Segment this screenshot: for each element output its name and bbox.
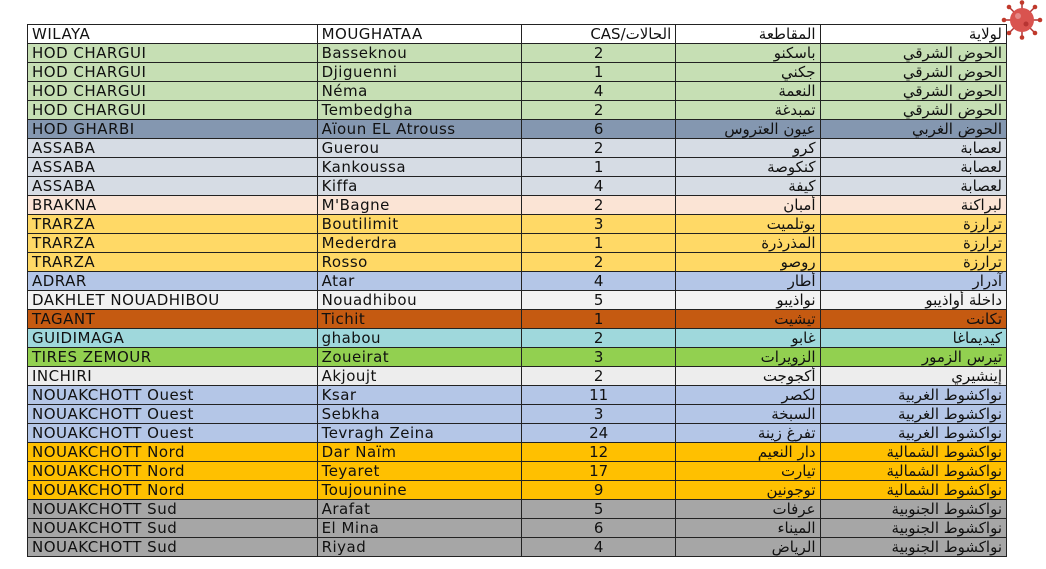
- cell-moughataa-ar: جكني: [676, 63, 820, 82]
- table-row: [28, 348, 1007, 367]
- cell-wilaya: NOUAKCHOTT Ouest: [28, 405, 318, 424]
- cell-wilaya: TAGANT: [28, 310, 318, 329]
- cell-cas: 5: [521, 500, 675, 519]
- cell-cas: 1: [521, 63, 675, 82]
- cell-moughataa-ar: دار النعيم: [676, 443, 820, 462]
- table-row: [28, 234, 1007, 253]
- table-row: [28, 386, 1007, 405]
- cell-moughataa: Atar: [317, 272, 521, 291]
- cell-cas: 1: [521, 234, 675, 253]
- cell-cas: 3: [521, 215, 675, 234]
- cell-moughataa-ar: تيارت: [676, 462, 820, 481]
- cell-moughataa: El Mina: [317, 519, 521, 538]
- header-wilaya-ar: لولاية: [820, 25, 1006, 44]
- cell-moughataa: Arafat: [317, 500, 521, 519]
- cell-cas: 2: [521, 44, 675, 63]
- cell-wilaya-ar: نواكشوط الغربية: [820, 424, 1006, 443]
- cell-wilaya-ar: الحوض الغربي: [820, 120, 1006, 139]
- cell-cas: 4: [521, 272, 675, 291]
- cell-moughataa-ar: تمبدغة: [676, 101, 820, 120]
- table-row: [28, 63, 1007, 82]
- table-row: [28, 291, 1007, 310]
- cell-wilaya-ar: داخلة أواذيبو: [820, 291, 1006, 310]
- cell-moughataa-ar: روصو: [676, 253, 820, 272]
- cell-moughataa: Zoueirat: [317, 348, 521, 367]
- cell-wilaya-ar: نواكشوط الشمالية: [820, 462, 1006, 481]
- table-row: [28, 424, 1007, 443]
- table-row: [28, 196, 1007, 215]
- cell-moughataa: ghabou: [317, 329, 521, 348]
- cell-wilaya-ar: نواكشوط الغربية: [820, 386, 1006, 405]
- table-row: [28, 500, 1007, 519]
- table-header-row: [28, 25, 1007, 44]
- cell-wilaya-ar: الحوض الشرقي: [820, 44, 1006, 63]
- cell-moughataa-ar: لكصر: [676, 386, 820, 405]
- cell-wilaya-ar: لعصابة: [820, 177, 1006, 196]
- cell-cas: 24: [521, 424, 675, 443]
- cell-wilaya-ar: آدرار: [820, 272, 1006, 291]
- cell-cas: 17: [521, 462, 675, 481]
- cell-moughataa-ar: تيشيت: [676, 310, 820, 329]
- cell-cas: 2: [521, 196, 675, 215]
- cell-moughataa: Teyaret: [317, 462, 521, 481]
- cell-wilaya-ar: نواكشوط الجنوبية: [820, 519, 1006, 538]
- cell-wilaya-ar: إينشيري: [820, 367, 1006, 386]
- cell-moughataa-ar: بوتلميت: [676, 215, 820, 234]
- cell-moughataa-ar: أمبان: [676, 196, 820, 215]
- cell-cas: 2: [521, 367, 675, 386]
- table-row: [28, 329, 1007, 348]
- cell-wilaya: HOD GHARBI: [28, 120, 318, 139]
- table-row: [28, 120, 1007, 139]
- table-row: [28, 253, 1007, 272]
- cell-moughataa: Basseknou: [317, 44, 521, 63]
- cell-wilaya-ar: الحوض الشرقي: [820, 63, 1006, 82]
- cell-wilaya-ar: الحوض الشرقي: [820, 101, 1006, 120]
- cell-moughataa-ar: كنكوصة: [676, 158, 820, 177]
- cell-cas: 3: [521, 405, 675, 424]
- cell-cas: 5: [521, 291, 675, 310]
- cell-moughataa-ar: النعمة: [676, 82, 820, 101]
- cell-moughataa-ar: تفرغ زينة: [676, 424, 820, 443]
- cell-wilaya: ADRAR: [28, 272, 318, 291]
- cell-moughataa-ar: عيون العتروس: [676, 120, 820, 139]
- cell-moughataa: Boutilimit: [317, 215, 521, 234]
- cell-wilaya: HOD CHARGUI: [28, 82, 318, 101]
- cell-wilaya: ASSABA: [28, 158, 318, 177]
- cell-wilaya: HOD CHARGUI: [28, 101, 318, 120]
- cell-wilaya: HOD CHARGUI: [28, 44, 318, 63]
- cell-cas: 6: [521, 519, 675, 538]
- cell-wilaya: TRARZA: [28, 253, 318, 272]
- table-row: [28, 272, 1007, 291]
- table-row: [28, 367, 1007, 386]
- cell-moughataa-ar: توجونين: [676, 481, 820, 500]
- header-cas: CAS/الحالات: [521, 25, 675, 44]
- cell-cas: 2: [521, 329, 675, 348]
- cell-cas: 4: [521, 82, 675, 101]
- cell-wilaya-ar: كيديماغا: [820, 329, 1006, 348]
- cell-wilaya: DAKHLET NOUADHIBOU: [28, 291, 318, 310]
- cell-moughataa-ar: نواذيبو: [676, 291, 820, 310]
- table-row: [28, 101, 1007, 120]
- cell-cas: 1: [521, 310, 675, 329]
- cell-wilaya-ar: الحوض الشرقي: [820, 82, 1006, 101]
- cell-wilaya-ar: نواكشوط الشمالية: [820, 443, 1006, 462]
- cell-cas: 2: [521, 139, 675, 158]
- cell-wilaya: NOUAKCHOTT Sud: [28, 538, 318, 557]
- table-row: [28, 462, 1007, 481]
- cell-wilaya: INCHIRI: [28, 367, 318, 386]
- cell-wilaya: ASSABA: [28, 177, 318, 196]
- table-row: [28, 443, 1007, 462]
- cell-wilaya: GUIDIMAGA: [28, 329, 318, 348]
- header-wilaya: WILAYA: [28, 25, 318, 44]
- cell-wilaya: TRARZA: [28, 234, 318, 253]
- cell-moughataa-ar: المذرذرة: [676, 234, 820, 253]
- cell-moughataa: Néma: [317, 82, 521, 101]
- cell-wilaya: NOUAKCHOTT Nord: [28, 443, 318, 462]
- table-row: [28, 44, 1007, 63]
- cell-moughataa-ar: السبخة: [676, 405, 820, 424]
- cell-wilaya: TIRES ZEMOUR: [28, 348, 318, 367]
- cell-wilaya-ar: تكانت: [820, 310, 1006, 329]
- cell-wilaya-ar: نواكشوط الغربية: [820, 405, 1006, 424]
- table-row: [28, 310, 1007, 329]
- cell-cas: 12: [521, 443, 675, 462]
- cell-wilaya: NOUAKCHOTT Sud: [28, 500, 318, 519]
- table-row: [28, 538, 1007, 557]
- cell-moughataa: Tichit: [317, 310, 521, 329]
- header-moughataa: MOUGHATAA: [317, 25, 521, 44]
- cell-cas: 1: [521, 158, 675, 177]
- cell-wilaya-ar: نواكشوط الجنوبية: [820, 538, 1006, 557]
- table-row: [28, 215, 1007, 234]
- cell-cas: 9: [521, 481, 675, 500]
- cell-moughataa-ar: الزويرات: [676, 348, 820, 367]
- cell-wilaya-ar: نواكشوط الشمالية: [820, 481, 1006, 500]
- cell-cas: 2: [521, 253, 675, 272]
- cell-moughataa: Riyad: [317, 538, 521, 557]
- table-row: [28, 139, 1007, 158]
- cell-moughataa: Rosso: [317, 253, 521, 272]
- cell-moughataa-ar: عرفات: [676, 500, 820, 519]
- cell-wilaya-ar: ترارزة: [820, 215, 1006, 234]
- cell-cas: 6: [521, 120, 675, 139]
- cell-wilaya: BRAKNA: [28, 196, 318, 215]
- cell-cas: 11: [521, 386, 675, 405]
- table-row: [28, 158, 1007, 177]
- cell-moughataa: Tevragh Zeina: [317, 424, 521, 443]
- cell-wilaya: NOUAKCHOTT Sud: [28, 519, 318, 538]
- cell-cas: 4: [521, 177, 675, 196]
- cell-wilaya-ar: ترارزة: [820, 253, 1006, 272]
- header-moughataa-ar: المقاطعة: [676, 25, 820, 44]
- cell-wilaya-ar: لبراكنة: [820, 196, 1006, 215]
- cell-moughataa-ar: الرياض: [676, 538, 820, 557]
- cell-moughataa-ar: كرو: [676, 139, 820, 158]
- cell-wilaya-ar: تيرس الزمور: [820, 348, 1006, 367]
- cell-wilaya: ASSABA: [28, 139, 318, 158]
- cell-wilaya-ar: لعصابة: [820, 139, 1006, 158]
- cell-moughataa: Toujounine: [317, 481, 521, 500]
- cell-moughataa: Mederdra: [317, 234, 521, 253]
- cell-moughataa: Tembedgha: [317, 101, 521, 120]
- cell-moughataa: Nouadhibou: [317, 291, 521, 310]
- cell-moughataa-ar: أكجوجت: [676, 367, 820, 386]
- cell-moughataa: Djiguenni: [317, 63, 521, 82]
- cell-cas: 2: [521, 101, 675, 120]
- cell-moughataa: Sebkha: [317, 405, 521, 424]
- cases-table: [27, 24, 1007, 557]
- cell-moughataa: Dar Naïm: [317, 443, 521, 462]
- cell-moughataa: Guerou: [317, 139, 521, 158]
- cell-wilaya: NOUAKCHOTT Nord: [28, 481, 318, 500]
- cell-wilaya: NOUAKCHOTT Nord: [28, 462, 318, 481]
- cell-moughataa: Akjoujt: [317, 367, 521, 386]
- cell-wilaya: TRARZA: [28, 215, 318, 234]
- cell-moughataa-ar: كيفة: [676, 177, 820, 196]
- cell-moughataa: Ksar: [317, 386, 521, 405]
- cell-wilaya-ar: نواكشوط الجنوبية: [820, 500, 1006, 519]
- cell-wilaya: HOD CHARGUI: [28, 63, 318, 82]
- table-row: [28, 519, 1007, 538]
- cell-moughataa: M'Bagne: [317, 196, 521, 215]
- cell-wilaya: NOUAKCHOTT Ouest: [28, 424, 318, 443]
- table-row: [28, 481, 1007, 500]
- cell-wilaya-ar: لعصابة: [820, 158, 1006, 177]
- cell-moughataa: Kiffa: [317, 177, 521, 196]
- cell-moughataa: Aïoun EL Atrouss: [317, 120, 521, 139]
- cell-wilaya: NOUAKCHOTT Ouest: [28, 386, 318, 405]
- cell-cas: 4: [521, 538, 675, 557]
- cell-cas: 3: [521, 348, 675, 367]
- cell-moughataa-ar: الميناء: [676, 519, 820, 538]
- table-row: [28, 177, 1007, 196]
- table-row: [28, 82, 1007, 101]
- cell-moughataa-ar: غابو: [676, 329, 820, 348]
- cell-moughataa-ar: أطار: [676, 272, 820, 291]
- cell-moughataa-ar: باسكنو: [676, 44, 820, 63]
- table-row: [28, 405, 1007, 424]
- cell-wilaya-ar: ترارزة: [820, 234, 1006, 253]
- cell-moughataa: Kankoussa: [317, 158, 521, 177]
